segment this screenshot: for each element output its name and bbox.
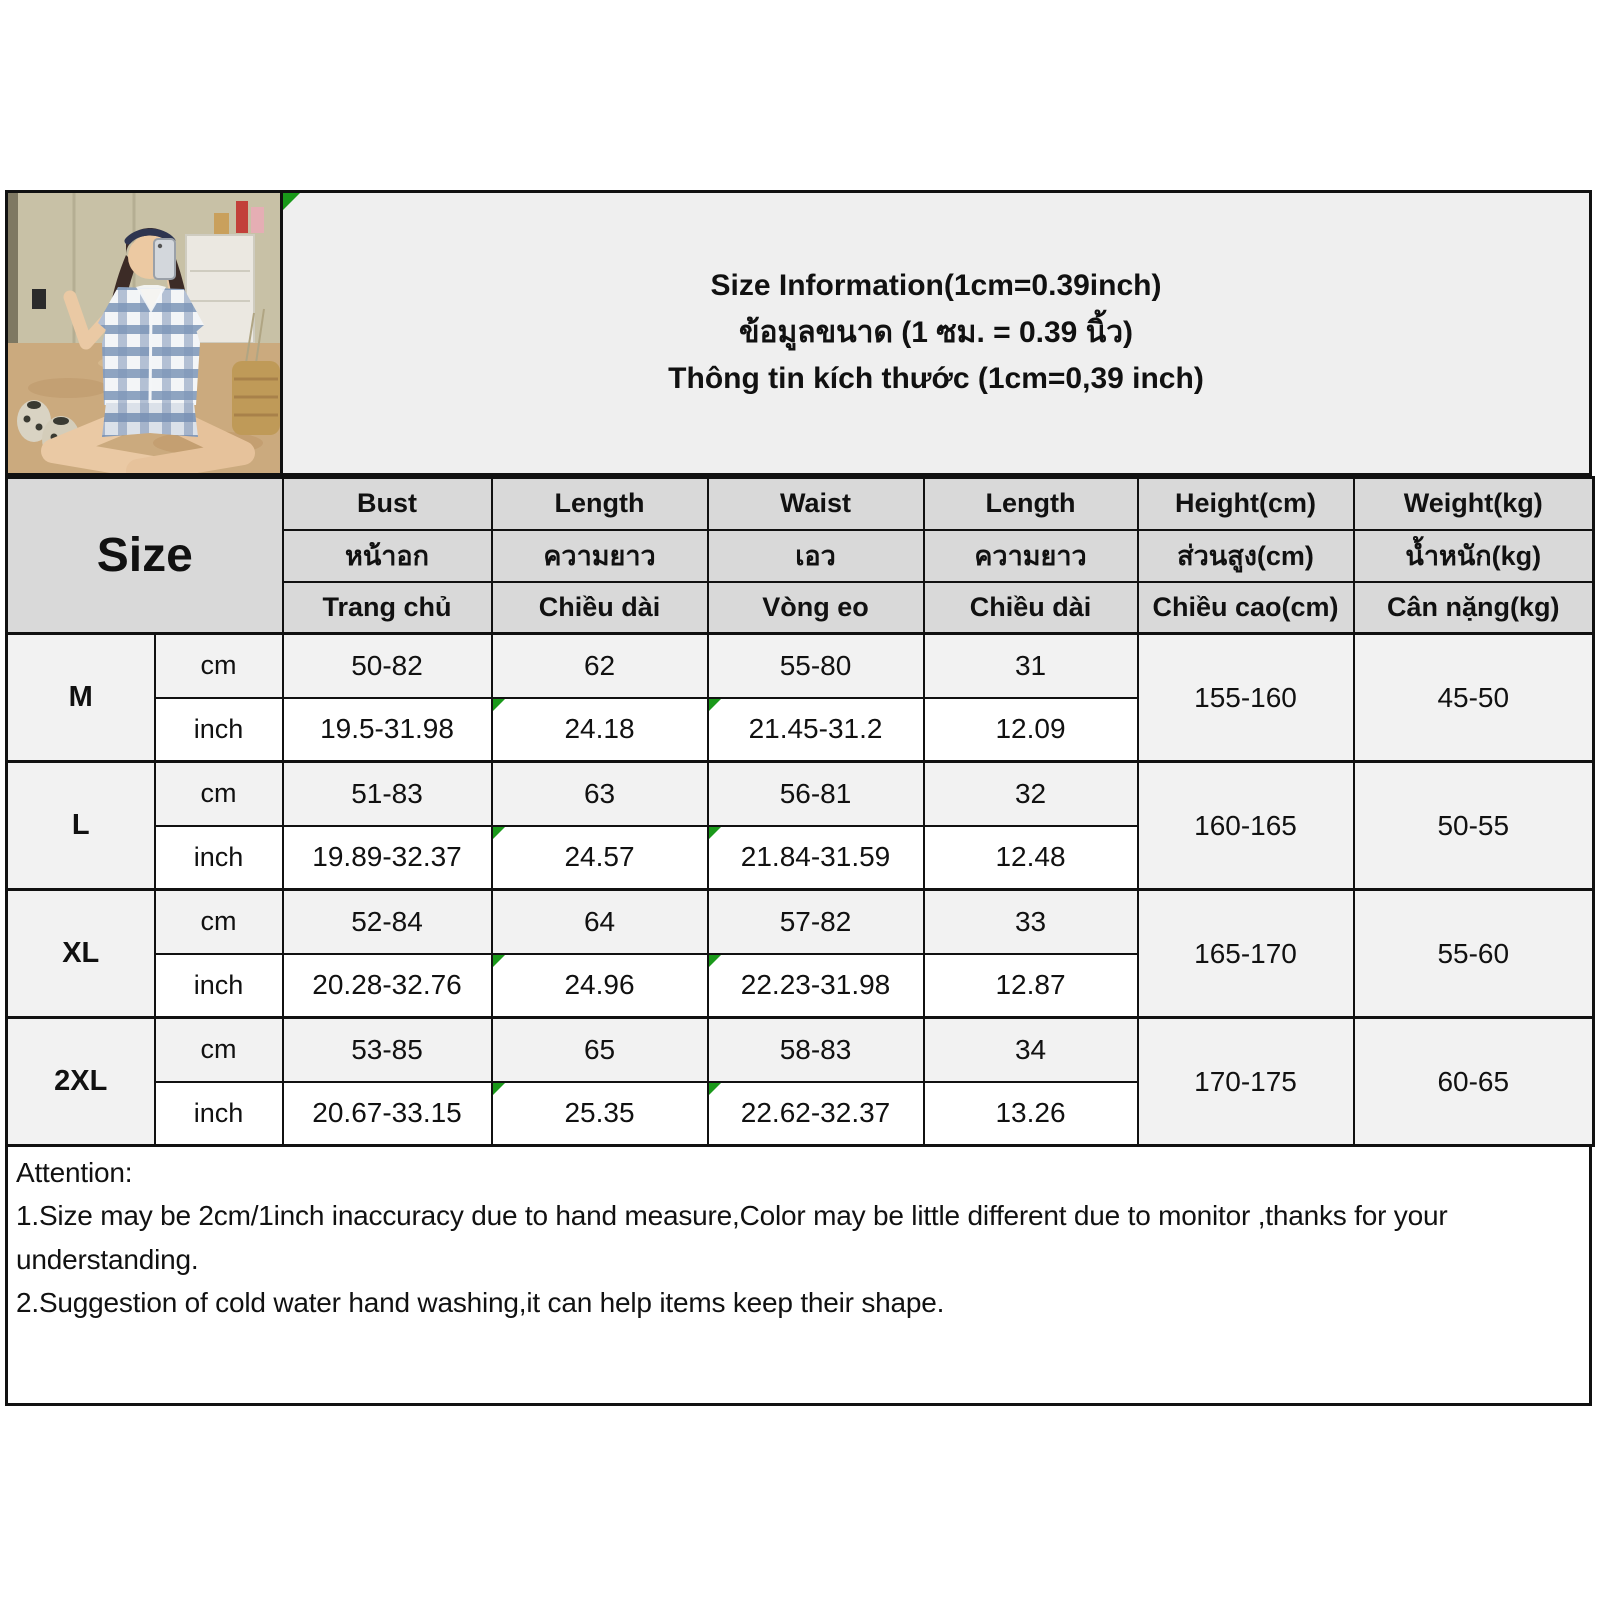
title-en: Size Information(1cm=0.39inch)	[710, 269, 1162, 303]
cell-M-weight: 45-50	[1354, 634, 1594, 762]
unit-2XL-inch: inch	[155, 1082, 283, 1146]
header-en-length: Length	[492, 478, 708, 530]
cell-XL-cm-length2: 33	[924, 890, 1138, 954]
size-label-L: L	[7, 762, 155, 890]
cell-M-cm-length: 62	[492, 634, 708, 698]
cell-M-cm-length2: 31	[924, 634, 1138, 698]
cell-XL-cm-waist: 57-82	[708, 890, 924, 954]
size-header-cell: Size	[7, 478, 283, 634]
sheet-content	[5, 190, 1592, 1406]
header-th-bust: หน้าอก	[283, 530, 492, 582]
cell-L-inch-length: 24.57	[492, 826, 708, 890]
cell-XL-inch-length2: 12.87	[924, 954, 1138, 1018]
cell-M-cm-bust: 50-82	[283, 634, 492, 698]
cell-XL-cm-bust: 52-84	[283, 890, 492, 954]
cell-flag-icon	[493, 827, 505, 839]
cell-L-weight: 50-55	[1354, 762, 1594, 890]
cell-L-cm-length: 63	[492, 762, 708, 826]
cell-L-inch-waist: 21.84-31.59	[708, 826, 924, 890]
model-photo-illustration	[8, 193, 280, 473]
size-label-2XL: 2XL	[7, 1018, 155, 1146]
header-en-waist: Waist	[708, 478, 924, 530]
cell-flag-icon	[283, 193, 300, 210]
header-en-bust: Bust	[283, 478, 492, 530]
cell-flag-icon	[709, 827, 721, 839]
title-box	[283, 190, 1592, 476]
cell-XL-inch-waist: 22.23-31.98	[708, 954, 924, 1018]
unit-M-inch: inch	[155, 698, 283, 762]
header-th-weight: น้ำหนัก(kg)	[1354, 530, 1594, 582]
top-section	[5, 190, 1592, 476]
header-vi-length2: Chiều dài	[924, 582, 1138, 634]
cell-XL-cm-length: 64	[492, 890, 708, 954]
cell-2XL-inch-bust: 20.67-33.15	[283, 1082, 492, 1146]
header-vi-length: Chiều dài	[492, 582, 708, 634]
cell-L-cm-length2: 32	[924, 762, 1138, 826]
title-vi: Thông tin kích thước (1cm=0,39 inch)	[668, 362, 1204, 396]
cell-flag-icon	[709, 955, 721, 967]
size-information-title	[668, 263, 1204, 403]
header-th-length2: ความยาว	[924, 530, 1138, 582]
cell-2XL-inch-length: 25.35	[492, 1082, 708, 1146]
unit-XL-cm: cm	[155, 890, 283, 954]
size-label-XL: XL	[7, 890, 155, 1018]
header-vi-weight: Cân nặng(kg)	[1354, 582, 1594, 634]
cell-flag-icon	[493, 955, 505, 967]
unit-L-cm: cm	[155, 762, 283, 826]
size-label-M: M	[7, 634, 155, 762]
cell-2XL-weight: 60-65	[1354, 1018, 1594, 1146]
cell-M-inch-bust: 19.5-31.98	[283, 698, 492, 762]
header-vi-bust: Trang chủ	[283, 582, 492, 634]
header-th-waist: เอว	[708, 530, 924, 582]
header-row-en	[7, 478, 1594, 530]
cell-L-cm-waist: 56-81	[708, 762, 924, 826]
title-th: ข้อมูลขนาด (1 ซม. = 0.39 นิ้ว)	[738, 315, 1134, 349]
cell-L-cm-bust: 51-83	[283, 762, 492, 826]
cell-XL-inch-bust: 20.28-32.76	[283, 954, 492, 1018]
model-photo	[5, 190, 283, 476]
unit-M-cm: cm	[155, 634, 283, 698]
cell-L-inch-bust: 19.89-32.37	[283, 826, 492, 890]
cell-flag-icon	[709, 699, 721, 711]
size-table	[5, 476, 1595, 1147]
header-vi-waist: Vòng eo	[708, 582, 924, 634]
header-vi-height: Chiều cao(cm)	[1138, 582, 1354, 634]
cell-L-inch-length2: 12.48	[924, 826, 1138, 890]
cell-M-inch-length: 24.18	[492, 698, 708, 762]
unit-XL-inch: inch	[155, 954, 283, 1018]
cell-2XL-height: 170-175	[1138, 1018, 1354, 1146]
row-2XL-cm	[7, 1018, 1594, 1082]
cell-flag-icon	[493, 1083, 505, 1095]
row-L-cm	[7, 762, 1594, 826]
cell-flag-icon	[709, 1083, 721, 1095]
header-th-length: ความยาว	[492, 530, 708, 582]
row-XL-cm	[7, 890, 1594, 954]
cell-2XL-cm-length2: 34	[924, 1018, 1138, 1082]
cell-2XL-inch-length2: 13.26	[924, 1082, 1138, 1146]
unit-2XL-cm: cm	[155, 1018, 283, 1082]
cell-M-inch-length2: 12.09	[924, 698, 1138, 762]
row-M-cm	[7, 634, 1594, 698]
cell-M-height: 155-160	[1138, 634, 1354, 762]
cell-XL-height: 165-170	[1138, 890, 1354, 1018]
header-en-length2: Length	[924, 478, 1138, 530]
cell-M-inch-waist: 21.45-31.2	[708, 698, 924, 762]
attention-line1: 1.Size may be 2cm/1inch inaccuracy due to hand measure,Color may be little different due to monitor ,thanks for your understanding.	[16, 1200, 1448, 1275]
attention-section	[5, 1147, 1592, 1406]
cell-flag-icon	[493, 699, 505, 711]
header-en-weight: Weight(kg)	[1354, 478, 1594, 530]
cell-2XL-cm-bust: 53-85	[283, 1018, 492, 1082]
cell-2XL-cm-waist: 58-83	[708, 1018, 924, 1082]
attention-line2: 2.Suggestion of cold water hand washing,it can help items keep their shape.	[16, 1287, 945, 1319]
attention-heading: Attention:	[16, 1157, 133, 1188]
header-th-height: ส่วนสูง(cm)	[1138, 530, 1354, 582]
header-en-height: Height(cm)	[1138, 478, 1354, 530]
cell-2XL-inch-waist: 22.62-32.37	[708, 1082, 924, 1146]
cell-XL-weight: 55-60	[1354, 890, 1594, 1018]
cell-M-cm-waist: 55-80	[708, 634, 924, 698]
cell-2XL-cm-length: 65	[492, 1018, 708, 1082]
cell-L-height: 160-165	[1138, 762, 1354, 890]
cell-XL-inch-length: 24.96	[492, 954, 708, 1018]
unit-L-inch: inch	[155, 826, 283, 890]
